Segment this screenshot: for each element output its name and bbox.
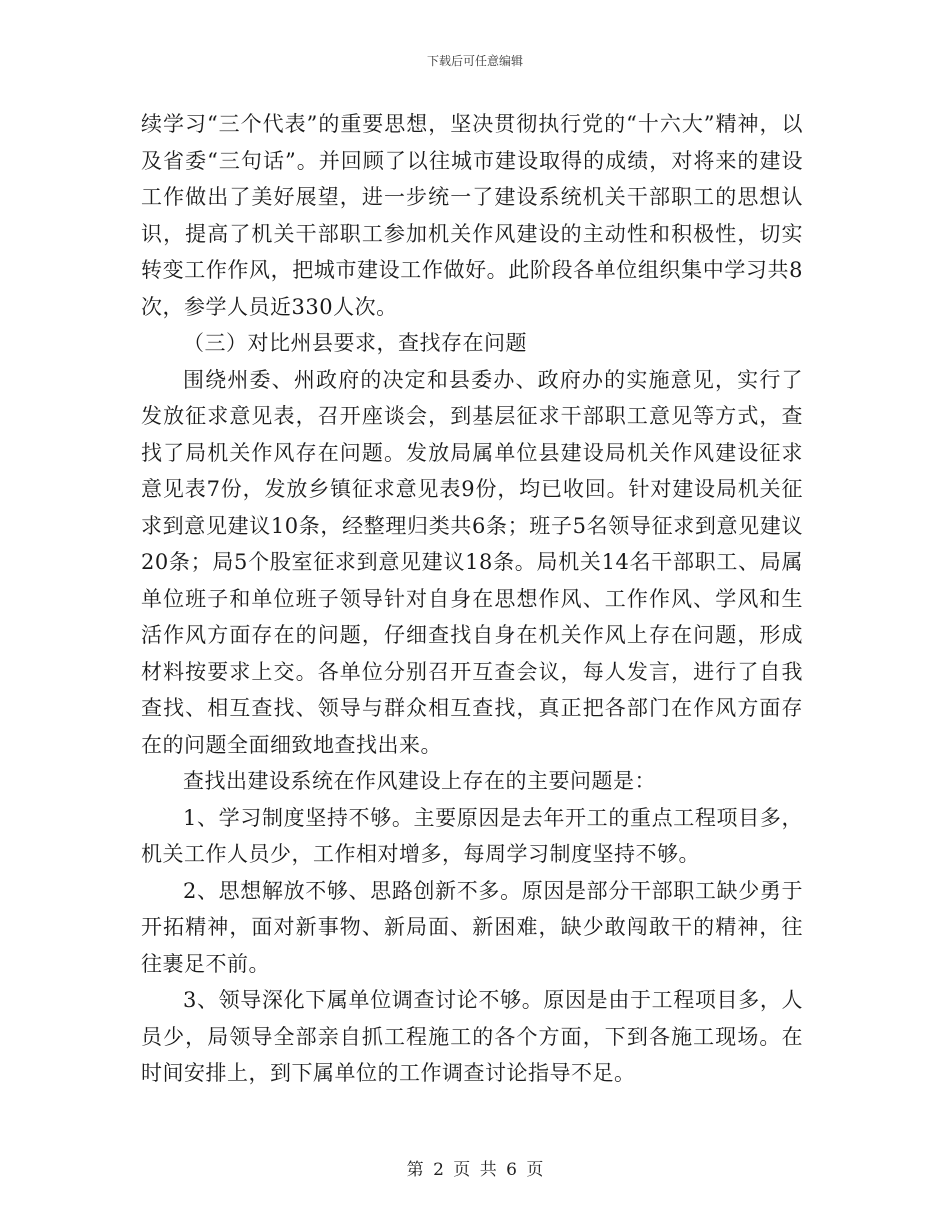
paragraph-continued-study: 续学习“三个代表”的重要思想，坚决贯彻执行党的“十六大”精神，以及省委“三句话”。并回顾了以往城市建设取得的成绩，对将来的建设工作做出了美好展望，进一步统一了建设系统机关干部职工的思想认识，提高了机关干部职工参加机关作风建设的主动性和积极性，切实转变工作作风，把城市建设工作做好。此阶段各单位组织集中学习共8次，参学人员近330人次。 xyxy=(141,112,803,319)
paragraph-main-problems-intro: 查找出建设系统在作风建设上存在的主要问题是： xyxy=(183,769,656,793)
problem-item-3: 3、领导深化下属单位调查讨论不够。原因是由于工程项目多，人员少，局领导全部亲自抓工程施工的各个方面，下到各施工现场。在时间安排上，到下属单位的工作调查讨论指导不足。 xyxy=(141,988,803,1085)
paragraph-find-problems: 围绕州委、州政府的决定和县委办、政府办的实施意见，实行了发放征求意见表，召开座谈会，到基层征求干部职工意见等方式，查找了局机关作风存在问题。发放局属单位县建设局机关作风建设征求意见表7份，发放乡镇征求意见表9份，均已收回。针对建设局机关征求到意见建议10条，经整理归类共6条；班子5名领导征求到意见建议20条；局5个股室征求到意见建议18条。局机关14名干部职工、局属单位班子和单位班子领导针对自身在思想作风、工作作风、学风和生活作风方面存在的问题，仔细查找自身在机关作风上存在问题，形成材料按要求上交。各单位分别召开互查会议，每人发言，进行了自我查找、相互查找、领导与群众相互查找，真正把各部门在作风方面存在的问题全面细致地查找出来。 xyxy=(141,367,803,757)
section-heading-3: （三）对比州县要求，查找存在问题 xyxy=(183,331,527,355)
page-number-footer: 第 2 页 共 6 页 xyxy=(406,1160,544,1180)
page-header-note: 下载后可任意编辑 xyxy=(426,54,523,68)
problem-item-2: 2、思想解放不够、思路创新不多。原因是部分干部职工缺少勇于开拓精神，面对新事物、新局面、新困难，缺少敢闯敢干的精神，往往裹足不前。 xyxy=(141,878,803,976)
document-body xyxy=(141,106,803,1092)
problem-item-1: 1、学习制度坚持不够。主要原因是去年开工的重点工程项目多，机关工作人员少，工作相对增多，每周学习制度坚持不够。 xyxy=(141,805,803,866)
